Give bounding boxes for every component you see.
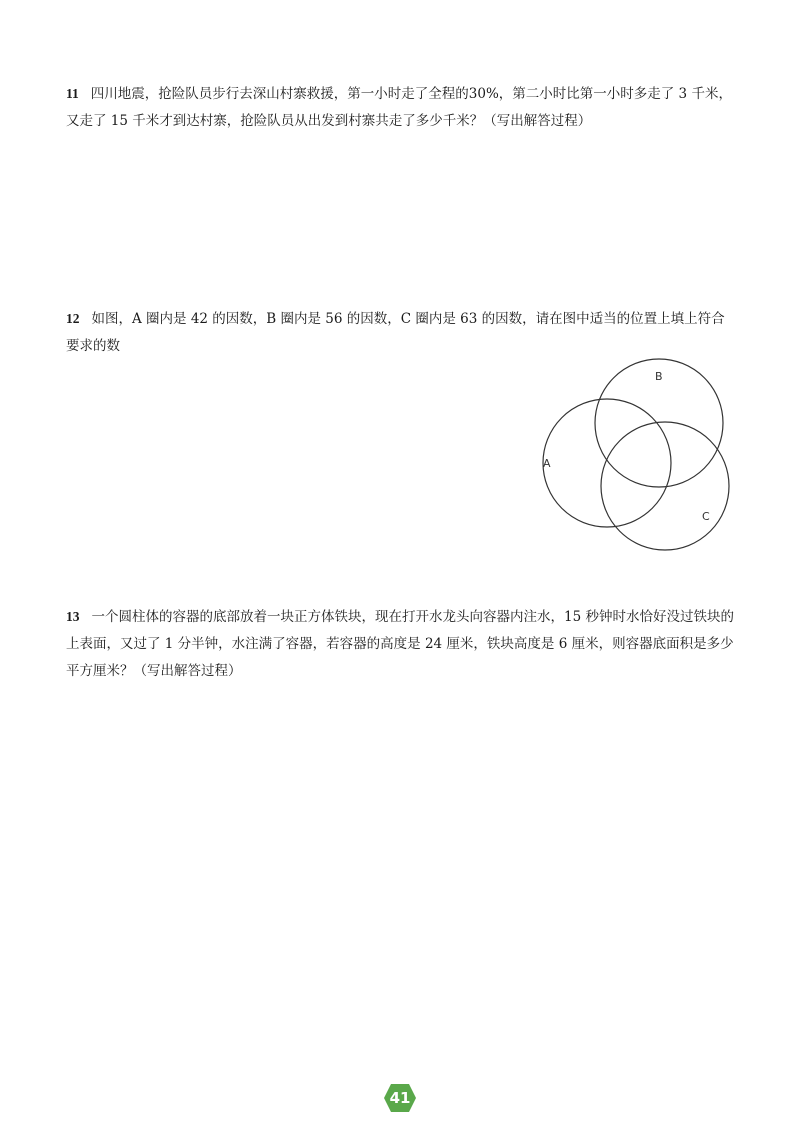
page-number-badge: [383, 1083, 417, 1113]
problem-11: [66, 80, 734, 135]
circle-c: [601, 422, 729, 550]
problem-12: [66, 305, 734, 360]
label-a: A: [543, 457, 551, 470]
problem-number: 13: [66, 609, 80, 624]
problem-number: 11: [66, 86, 79, 101]
label-b: B: [655, 370, 663, 383]
problem-text: 四川地震，抢险队员步行去深山村寨救援，第一小时走了全程的30%，第二小时比第一小时多走了 3 千米，又走了 15 千米才到达村寨，抢险队员从出发到村寨共走了多少千米？（写出解答过程）: [66, 86, 732, 129]
problem-text: 一个圆柱体的容器的底部放着一块正方体铁块，现在打开水龙头向容器内注水，15 秒钟时水恰好没过铁块的上表面，又过了 1 分半钟，水注满了容器，若容器的高度是 24 厘米，铁块高度是 6 厘米，则容器底面积是多少平方厘米？（写出解答过程）: [66, 609, 734, 679]
circle-a: [543, 399, 671, 527]
page-number: 41: [389, 1089, 411, 1107]
label-c: C: [702, 510, 710, 523]
problem-13: [66, 603, 734, 685]
problem-text: 如图，A 圈内是 42 的因数，B 圈内是 56 的因数，C 圈内是 63 的因数，请在图中适当的位置上填上符合要求的数: [66, 311, 725, 354]
venn-diagram: [532, 358, 732, 558]
problem-number: 12: [66, 311, 80, 326]
